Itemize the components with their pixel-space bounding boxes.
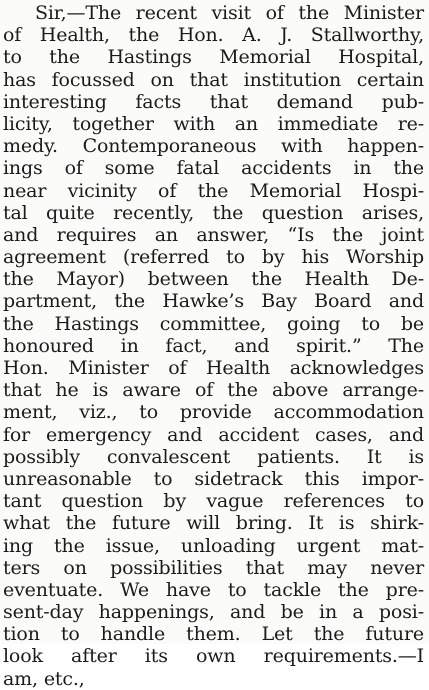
letter-line: interesting facts that demand pub- (3, 90, 424, 113)
letter-line: for emergency and accident cases, and (3, 423, 424, 446)
letter-line: ment, viz., to provide accommodation (3, 401, 424, 424)
letter-line: licity, together with an immediate re- (3, 112, 424, 135)
letter-line: look after its own requirements.—I (3, 645, 424, 668)
letter-line: honoured in fact, and spirit.” The (3, 334, 424, 357)
letter-line: partment, the Hawke’s Bay Board and (3, 290, 424, 313)
letter-line: sent-day happenings, and be in a posi- (3, 601, 424, 624)
letter-line: agreement (referred to by his Worship (3, 246, 424, 269)
letter-line: tant question by vague references to (3, 490, 424, 513)
letter-line: and requires an answer, “Is the joint (3, 223, 424, 246)
letter-line: of Health, the Hon. A. J. Stallworthy, (3, 24, 424, 47)
letter-line: to the Hastings Memorial Hospital, (3, 46, 424, 69)
letter-line: ters on possibilities that may never (3, 556, 424, 579)
letter-line: has focussed on that institution certain (3, 68, 424, 91)
letter-line: Hon. Minister of Health acknowledges (3, 357, 424, 379)
letter-line: the Mayor) between the Health De- (3, 268, 424, 291)
letter-line: ings of some fatal accidents in the (3, 157, 424, 180)
letter-line: possibly convalescent patients. It is (3, 445, 424, 468)
letter-line: the Hastings committee, going to be (3, 312, 424, 335)
letter-line: near vicinity of the Memorial Hospi- (3, 179, 424, 202)
letter-line: ing the issue, unloading urgent mat- (3, 534, 424, 557)
letter-closing: am, etc., (3, 667, 85, 690)
letter-line: medy. Contemporaneous with happen- (3, 135, 424, 158)
letter-line: what the future will bring. It is shirk- (3, 512, 424, 535)
letter-body (3, 2, 424, 690)
letter-line: tal quite recently, the question arises, (3, 201, 424, 224)
letter-line: unreasonable to sidetrack this impor- (3, 467, 424, 490)
letter-line: Sir,—The recent visit of the Minister (35, 2, 424, 24)
letter-line: eventuate. We have to tackle the pre- (3, 578, 424, 601)
letter-line: that he is aware of the above arrange- (3, 379, 424, 402)
letter-line: tion to handle them. Let the future (3, 623, 424, 646)
